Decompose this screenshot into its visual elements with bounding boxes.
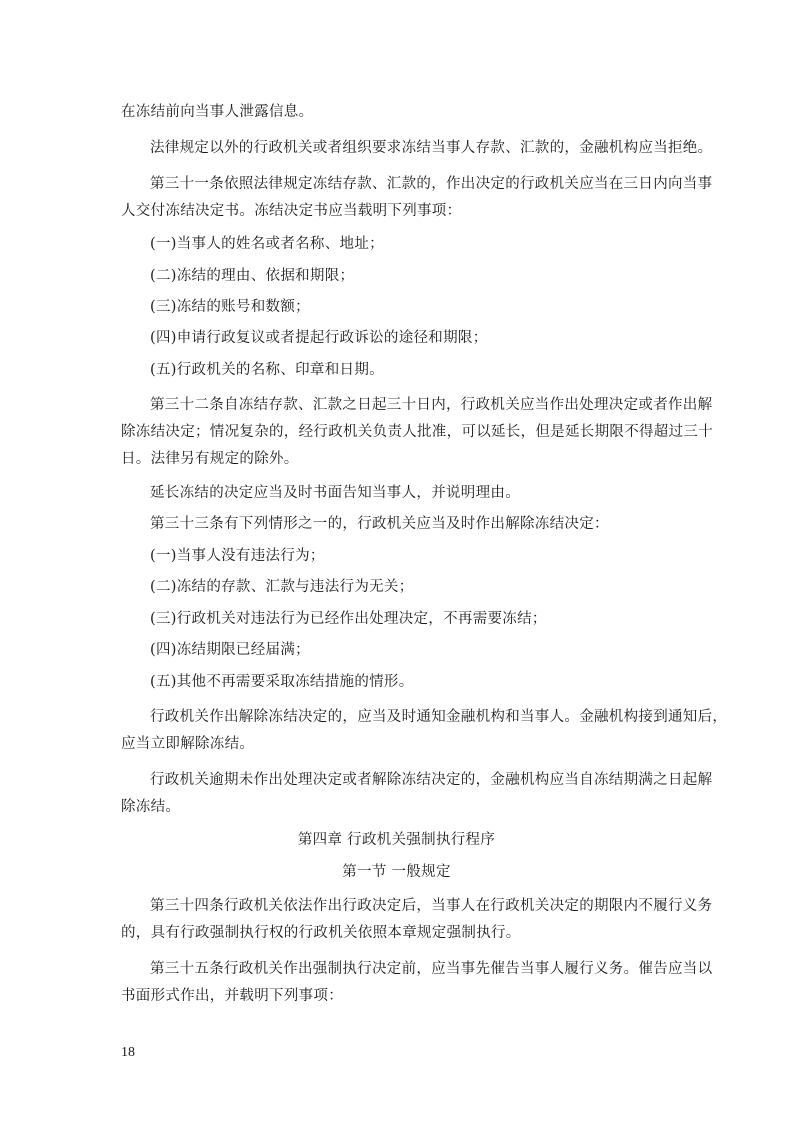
text-line: 第三十二条自冻结存款、汇款之日起三十日内，行政机关应当作出处理决定或者作出解 [150, 397, 713, 413]
text-line: 人交付冻结决定书。冻结决定书应当载明下列事项： [121, 203, 462, 219]
text-line: 第三十一条依照法律规定冻结存款、汇款的，作出决定的行政机关应当在三日内向当事 [150, 176, 713, 192]
list-item: (一)当事人的姓名或者名称、地址； [150, 236, 384, 252]
page-number: 18 [121, 1045, 135, 1060]
list-item: (三)行政机关对违法行为已经作出处理决定，不再需要冻结； [150, 611, 547, 627]
text-line: 行政机关逾期未作出处理决定或者解除冻结决定的，金融机构应当自冻结期满之日起解 [150, 772, 713, 788]
chapter-heading: 第四章 行政机关强制执行程序 [297, 832, 496, 848]
text-line: 第三十三条有下列情形之一的，行政机关应当及时作出解除冻结决定： [150, 516, 609, 532]
text-line: 日。法律另有规定的除外。 [121, 451, 299, 467]
section-heading: 第一节 一般规定 [342, 864, 451, 880]
list-item: (三)冻结的账号和数额； [150, 299, 310, 315]
text-line: 法律规定以外的行政机关或者组织要求冻结当事人存款、汇款的，金融机构应当拒绝。 [150, 140, 713, 156]
list-item: (一)当事人没有违法行为； [150, 548, 325, 564]
text-line: 在冻结前向当事人泄露信息。 [121, 104, 314, 120]
list-item: (二)冻结的理由、依据和期限； [150, 268, 355, 284]
list-item: (二)冻结的存款、汇款与违法行为无关； [150, 579, 414, 595]
text-line: 除冻结。 [121, 799, 181, 815]
text-line: 应当立即解除冻结。 [121, 736, 255, 752]
text-line: 书面形式作出，并载明下列事项： [121, 988, 343, 1004]
text-line: 第三十四条行政机关依法作出行政决定后，当事人在行政机关决定的期限内不履行义务 [150, 898, 713, 914]
list-item: (五)行政机关的名称、印章和日期。 [150, 362, 384, 378]
text-line: 的，具有行政强制执行权的行政机关依照本章规定强制执行。 [121, 925, 521, 941]
text-line: 除冻结决定；情况复杂的，经行政机关负责人批准，可以延长，但是延长期限不得超过三十 [121, 424, 713, 440]
list-item: (五)其他不再需要采取冻结措施的情形。 [150, 674, 414, 690]
list-item: (四)冻结期限已经届满； [150, 642, 310, 658]
text-line: 行政机关作出解除冻结决定的，应当及时通知金融机构和当事人。金融机构接到通知后， [150, 709, 728, 725]
list-item: (四)申请行政复议或者提起行政诉讼的途径和期限； [150, 330, 488, 346]
text-line: 延长冻结的决定应当及时书面告知当事人，并说明理由。 [150, 485, 520, 501]
text-line: 第三十五条行政机关作出强制执行决定前，应当事先催告当事人履行义务。催告应当以 [150, 961, 713, 977]
